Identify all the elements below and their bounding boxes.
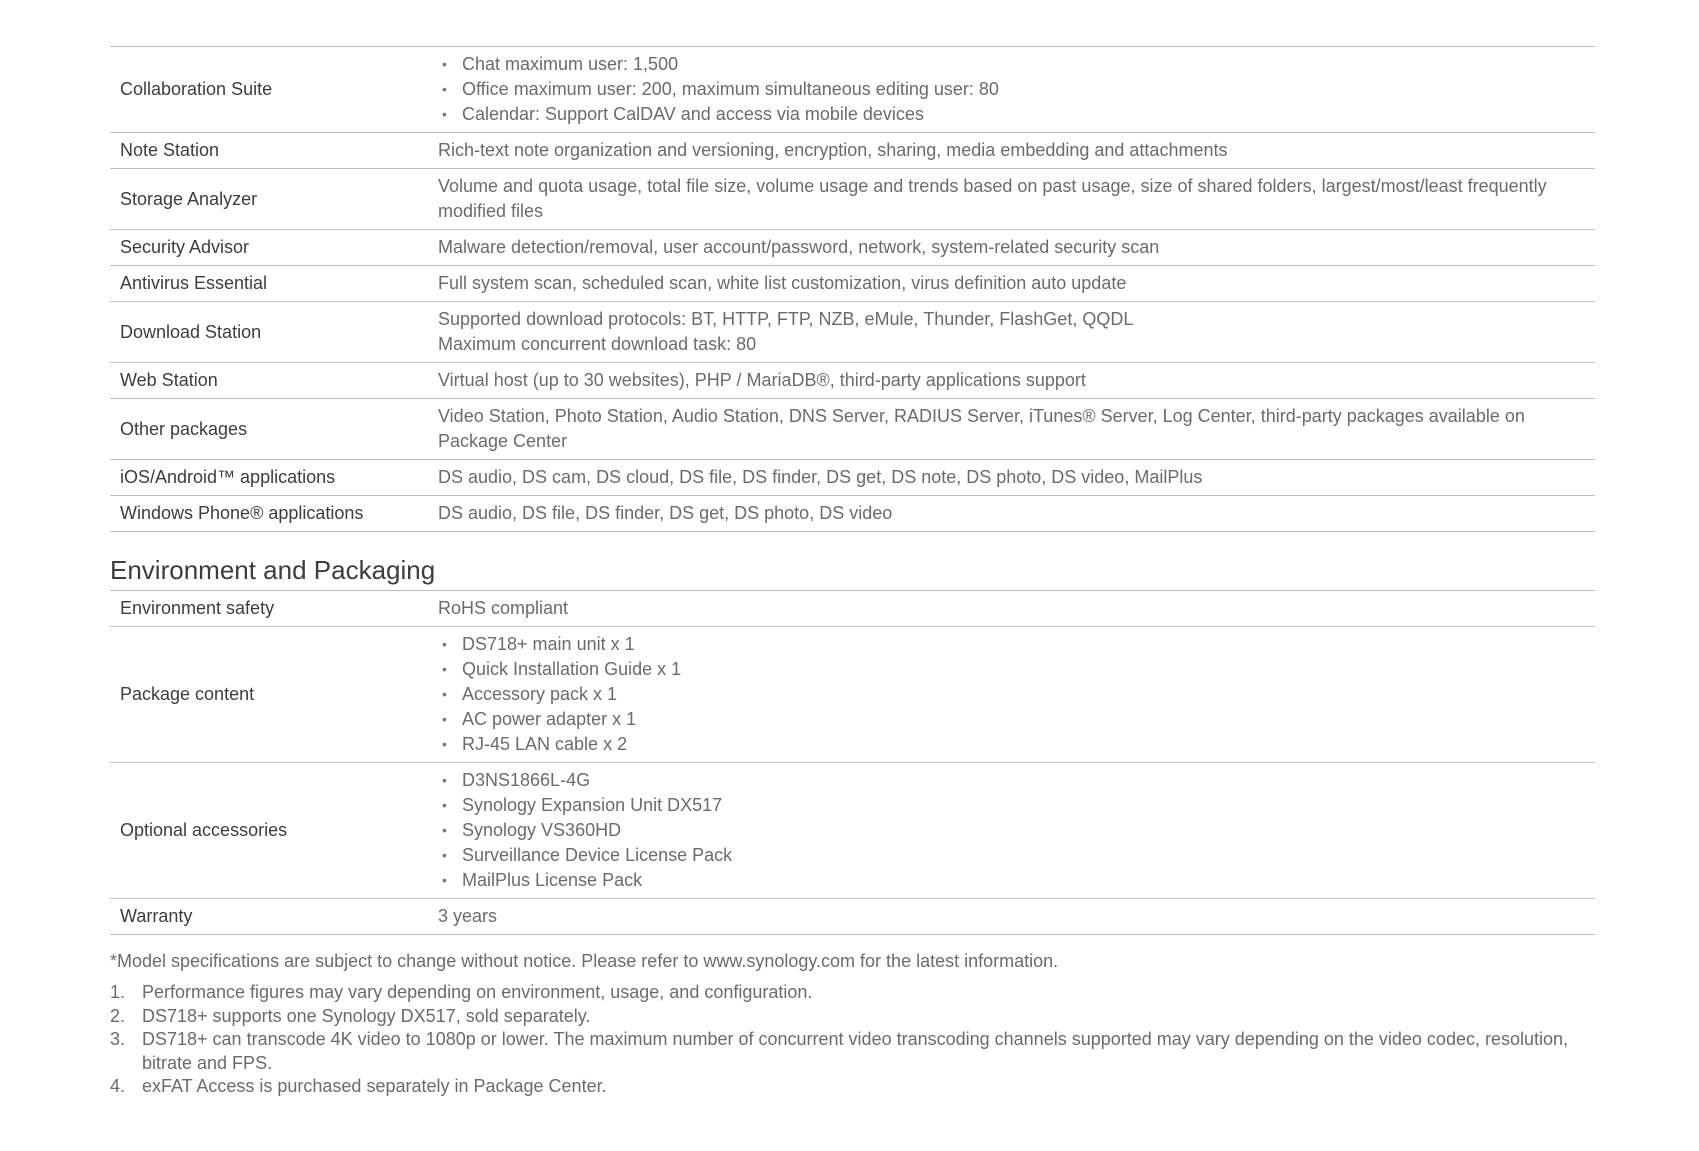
value-line: Full system scan, scheduled scan, white list customization, virus definition auto update bbox=[438, 273, 1127, 293]
spec-value bbox=[428, 302, 1595, 363]
value-line: Supported download protocols: BT, HTTP, FTP, NZB, eMule, Thunder, FlashGet, QQDL bbox=[438, 309, 1134, 329]
note-text: DS718+ can transcode 4K video to 1080p or lower. The maximum number of concurrent video transcoding channels supported may vary depending on the video codec, resolution, bitrate and FPS. bbox=[142, 1029, 1569, 1073]
spec-row-optional-accessories bbox=[110, 763, 1595, 899]
note-item bbox=[110, 1028, 1595, 1075]
environment-spec-table bbox=[110, 590, 1595, 935]
spec-value bbox=[428, 169, 1595, 230]
numbered-notes bbox=[110, 981, 1595, 1099]
spec-label: Environment safety bbox=[110, 591, 428, 627]
note-number: 1. bbox=[110, 982, 126, 1002]
bullet-item: • Quick Installation Guide x 1 bbox=[438, 657, 1585, 682]
spec-value bbox=[428, 496, 1595, 532]
spec-label: Warranty bbox=[110, 899, 428, 935]
bullet-item: • AC power adapter x 1 bbox=[438, 707, 1585, 732]
spec-label: Web Station bbox=[110, 363, 428, 399]
spec-value bbox=[428, 47, 1595, 133]
spec-row-ios-android-applications bbox=[110, 460, 1595, 496]
value-line: Virtual host (up to 30 websites), PHP / MariaDB®, third-party applications support bbox=[438, 370, 1086, 390]
value-line: Maximum concurrent download task: 80 bbox=[438, 334, 757, 354]
bullet-item: • Surveillance Device License Pack bbox=[438, 843, 1585, 868]
spec-label: Other packages bbox=[110, 399, 428, 460]
spec-row-note-station bbox=[110, 133, 1595, 169]
value-line: DS audio, DS file, DS finder, DS get, DS photo, DS video bbox=[438, 503, 893, 523]
spec-row-collaboration-suite bbox=[110, 47, 1595, 133]
spec-row-environment-safety bbox=[110, 591, 1595, 627]
spec-value bbox=[428, 230, 1595, 266]
spec-value bbox=[428, 266, 1595, 302]
spec-row-security-advisor bbox=[110, 230, 1595, 266]
value-line: Malware detection/removal, user account/password, network, system-related security scan bbox=[438, 237, 1160, 257]
spec-row-windows-phone-applications bbox=[110, 496, 1595, 532]
note-number: 3. bbox=[110, 1029, 126, 1049]
spec-value bbox=[428, 133, 1595, 169]
note-text: Performance figures may vary depending on environment, usage, and configuration. bbox=[142, 982, 813, 1002]
spec-row-storage-analyzer bbox=[110, 169, 1595, 230]
spec-row-warranty bbox=[110, 899, 1595, 935]
spec-row-antivirus-essential bbox=[110, 266, 1595, 302]
spec-value bbox=[428, 591, 1595, 627]
spec-row-package-content bbox=[110, 627, 1595, 763]
spec-row-download-station bbox=[110, 302, 1595, 363]
bullet-item: • Synology VS360HD bbox=[438, 818, 1585, 843]
spec-row-other-packages bbox=[110, 399, 1595, 460]
note-number: 2. bbox=[110, 1005, 126, 1026]
note-text: DS718+ supports one Synology DX517, sold separately. bbox=[142, 1005, 591, 1026]
spec-label: iOS/Android™ applications bbox=[110, 460, 428, 496]
bullet-item: • Accessory pack x 1 bbox=[438, 682, 1585, 707]
spec-label: Security Advisor bbox=[110, 230, 428, 266]
value-line: Volume and quota usage, total file size, volume usage and trends based on past usage, size of shared folders, largest/most/least frequently modified files bbox=[438, 176, 1547, 221]
spec-label: Package content bbox=[110, 627, 428, 763]
bullet-item: • Office maximum user: 200, maximum simultaneous editing user: 80 bbox=[438, 77, 1585, 102]
bullet-item: • MailPlus License Pack bbox=[438, 868, 1585, 893]
bullet-item: • Synology Expansion Unit DX517 bbox=[438, 793, 1585, 818]
spec-value bbox=[428, 627, 1595, 763]
disclaimer-footnote: *Model specifications are subject to change without notice. Please refer to www.synology.com for the latest information. bbox=[110, 951, 1059, 971]
note-number: 4. bbox=[110, 1076, 126, 1096]
bullet-item: • Calendar: Support CalDAV and access via mobile devices bbox=[438, 102, 1585, 127]
value-line: DS audio, DS cam, DS cloud, DS file, DS finder, DS get, DS note, DS photo, DS video, MailPlus bbox=[438, 467, 1203, 487]
spec-label: Storage Analyzer bbox=[110, 169, 428, 230]
spec-value bbox=[428, 460, 1595, 496]
spec-label: Optional accessories bbox=[110, 763, 428, 899]
spec-value bbox=[428, 763, 1595, 899]
bullet-item: • Chat maximum user: 1,500 bbox=[438, 52, 1585, 77]
spec-row-web-station bbox=[110, 363, 1595, 399]
bullet-item: • DS718+ main unit x 1 bbox=[438, 632, 1585, 657]
spec-label: Note Station bbox=[110, 133, 428, 169]
spec-label: Windows Phone® applications bbox=[110, 496, 428, 532]
note-item bbox=[110, 1005, 1595, 1029]
spec-label: Antivirus Essential bbox=[110, 266, 428, 302]
spec-label: Download Station bbox=[110, 302, 428, 363]
spec-label: Collaboration Suite bbox=[110, 47, 428, 133]
note-text: exFAT Access is purchased separately in Package Center. bbox=[142, 1076, 607, 1096]
value-line: Rich-text note organization and versioning, encryption, sharing, media embedding and attachments bbox=[438, 140, 1228, 160]
note-item bbox=[110, 981, 1595, 1005]
value-line: Video Station, Photo Station, Audio Station, DNS Server, RADIUS Server, iTunes® Server, Log Center, third-party packages available on Package Center bbox=[438, 406, 1525, 451]
note-item bbox=[110, 1075, 1595, 1099]
bullet-item: • D3NS1866L-4G bbox=[438, 768, 1585, 793]
spec-value bbox=[428, 399, 1595, 460]
spec-value bbox=[428, 363, 1595, 399]
software-spec-table bbox=[110, 46, 1595, 532]
value-line: RoHS compliant bbox=[438, 598, 569, 618]
section-title: Environment and Packaging bbox=[110, 555, 436, 585]
value-line: 3 years bbox=[438, 906, 498, 926]
spec-value bbox=[428, 899, 1595, 935]
bullet-item: • RJ-45 LAN cable x 2 bbox=[438, 732, 1585, 757]
